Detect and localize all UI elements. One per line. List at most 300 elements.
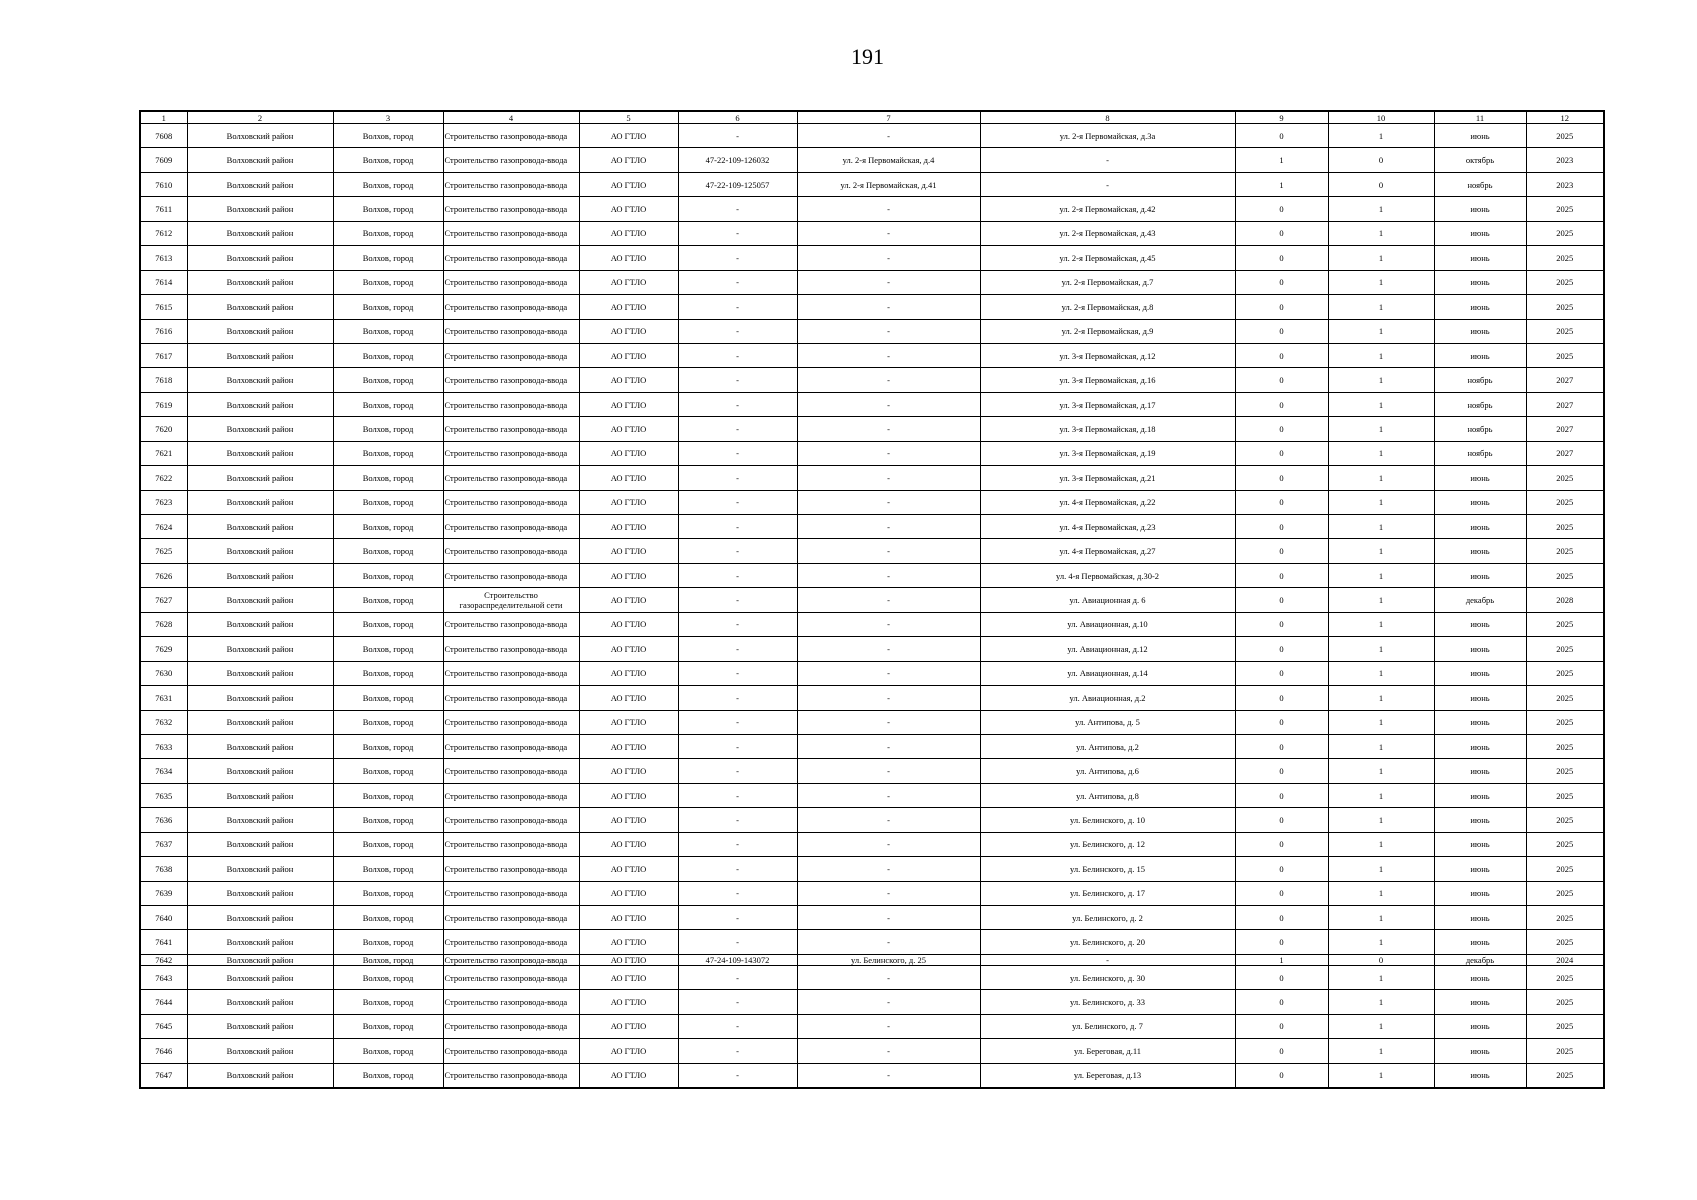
value-cell: 0 (1235, 734, 1328, 758)
settlement-cell: Волхов, город (333, 965, 443, 989)
organization-cell: АО ГТЛО (579, 124, 678, 148)
value-cell: 1 (1328, 1014, 1434, 1038)
cadastral-number-cell: - (678, 588, 797, 612)
value-cell: 0 (1235, 539, 1328, 563)
month-cell: июнь (1434, 197, 1526, 221)
cadastral-number-cell: - (678, 710, 797, 734)
row-number: 7612 (140, 221, 187, 245)
month-cell: июнь (1434, 466, 1526, 490)
connection-address-cell: ул. Антипова, д.2 (980, 734, 1235, 758)
month-cell: июнь (1434, 343, 1526, 367)
table-row (140, 490, 1604, 514)
row-number: 7644 (140, 990, 187, 1014)
cadastral-number-cell: - (678, 612, 797, 636)
work-type-cell: Строительство газопровода-ввода (443, 172, 579, 196)
settlement-cell: Волхов, город (333, 515, 443, 539)
value-cell: 1 (1328, 832, 1434, 856)
connection-address-cell: ул. Береговая, д.13 (980, 1063, 1235, 1087)
connection-address-cell: - (980, 148, 1235, 172)
connection-address-cell: ул. Антипова, д.6 (980, 759, 1235, 783)
connection-address-cell: ул. Авиационная, д.10 (980, 612, 1235, 636)
value-cell: 1 (1328, 686, 1434, 710)
table-row (140, 1014, 1604, 1038)
organization-cell: АО ГТЛО (579, 197, 678, 221)
year-cell: 2027 (1526, 417, 1604, 441)
district-cell: Волховский район (187, 783, 333, 807)
table-row (140, 270, 1604, 294)
organization-cell: АО ГТЛО (579, 539, 678, 563)
table-row (140, 1039, 1604, 1063)
district-cell: Волховский район (187, 563, 333, 587)
table-row (140, 759, 1604, 783)
connection-address-cell: ул. Антипова, д. 5 (980, 710, 1235, 734)
connection-address-cell: ул. Авиационная д. 6 (980, 588, 1235, 612)
work-type-cell: Строительство газопровода-ввода (443, 734, 579, 758)
district-cell: Волховский район (187, 1039, 333, 1063)
month-cell: июнь (1434, 808, 1526, 832)
value-cell: 1 (1328, 417, 1434, 441)
value-cell: 0 (1235, 417, 1328, 441)
year-cell: 2025 (1526, 221, 1604, 245)
district-cell: Волховский район (187, 1063, 333, 1087)
settlement-cell: Волхов, город (333, 710, 443, 734)
year-cell: 2025 (1526, 246, 1604, 270)
settlement-cell: Волхов, город (333, 661, 443, 685)
settlement-cell: Волхов, город (333, 808, 443, 832)
value-cell: 0 (1235, 515, 1328, 539)
work-type-cell: Строительство газопровода-ввода (443, 417, 579, 441)
settlement-cell: Волхов, город (333, 124, 443, 148)
object-address-cell: - (797, 441, 980, 465)
cadastral-number-cell: - (678, 221, 797, 245)
value-cell: 1 (1328, 881, 1434, 905)
value-cell: 1 (1328, 295, 1434, 319)
district-cell: Волховский район (187, 637, 333, 661)
work-type-cell: Строительство газопровода-ввода (443, 930, 579, 954)
district-cell: Волховский район (187, 954, 333, 965)
object-address-cell: - (797, 930, 980, 954)
object-address-cell: - (797, 734, 980, 758)
value-cell: 0 (1235, 857, 1328, 881)
year-cell: 2024 (1526, 954, 1604, 965)
year-cell: 2025 (1526, 734, 1604, 758)
table-row (140, 906, 1604, 930)
connection-address-cell: ул. 2-я Первомайская, д.9 (980, 319, 1235, 343)
district-cell: Волховский район (187, 661, 333, 685)
work-type-cell: Строительство газопровода-ввода (443, 221, 579, 245)
month-cell: июнь (1434, 637, 1526, 661)
value-cell: 1 (1328, 221, 1434, 245)
organization-cell: АО ГТЛО (579, 612, 678, 636)
value-cell: 1 (1328, 466, 1434, 490)
organization-cell: АО ГТЛО (579, 343, 678, 367)
organization-cell: АО ГТЛО (579, 319, 678, 343)
organization-cell: АО ГТЛО (579, 965, 678, 989)
work-type-cell: Строительство газопровода-ввода (443, 954, 579, 965)
district-cell: Волховский район (187, 990, 333, 1014)
district-cell: Волховский район (187, 612, 333, 636)
cadastral-number-cell: - (678, 124, 797, 148)
value-cell: 0 (1235, 368, 1328, 392)
connection-address-cell: ул. 3-я Первомайская, д.17 (980, 392, 1235, 416)
settlement-cell: Волхов, город (333, 148, 443, 172)
value-cell: 1 (1328, 1039, 1434, 1063)
year-cell: 2025 (1526, 759, 1604, 783)
row-number: 7633 (140, 734, 187, 758)
row-number: 7632 (140, 710, 187, 734)
organization-cell: АО ГТЛО (579, 832, 678, 856)
table-row (140, 930, 1604, 954)
district-cell: Волховский район (187, 1014, 333, 1038)
object-address-cell: - (797, 1014, 980, 1038)
cadastral-number-cell: - (678, 906, 797, 930)
object-address-cell: - (797, 710, 980, 734)
work-type-cell: Строительство газопровода-ввода (443, 270, 579, 294)
organization-cell: АО ГТЛО (579, 1039, 678, 1063)
table-row (140, 637, 1604, 661)
organization-cell: АО ГТЛО (579, 563, 678, 587)
object-address-cell: - (797, 197, 980, 221)
district-cell: Волховский район (187, 906, 333, 930)
value-cell: 1 (1328, 343, 1434, 367)
object-address-cell: - (797, 392, 980, 416)
connection-address-cell: ул. Авиационная, д.2 (980, 686, 1235, 710)
organization-cell: АО ГТЛО (579, 734, 678, 758)
work-type-cell: Строительство газопровода-ввода (443, 881, 579, 905)
table-row (140, 783, 1604, 807)
district-cell: Волховский район (187, 686, 333, 710)
month-cell: декабрь (1434, 588, 1526, 612)
connection-address-cell: ул. Белинского, д. 2 (980, 906, 1235, 930)
organization-cell: АО ГТЛО (579, 588, 678, 612)
value-cell: 0 (1235, 881, 1328, 905)
year-cell: 2025 (1526, 612, 1604, 636)
value-cell: 1 (1328, 808, 1434, 832)
row-number: 7645 (140, 1014, 187, 1038)
value-cell: 1 (1328, 319, 1434, 343)
cadastral-number-cell: - (678, 392, 797, 416)
row-number: 7620 (140, 417, 187, 441)
table-row (140, 417, 1604, 441)
object-address-cell: - (797, 661, 980, 685)
table-row (140, 319, 1604, 343)
cadastral-number-cell: - (678, 965, 797, 989)
row-number: 7631 (140, 686, 187, 710)
month-cell: июнь (1434, 295, 1526, 319)
district-cell: Волховский район (187, 539, 333, 563)
organization-cell: АО ГТЛО (579, 906, 678, 930)
settlement-cell: Волхов, город (333, 221, 443, 245)
table-row (140, 954, 1604, 965)
value-cell: 0 (1235, 832, 1328, 856)
work-type-cell: Строительство газопровода-ввода (443, 1014, 579, 1038)
work-type-cell: Строительство газопровода-ввода (443, 612, 579, 636)
row-number: 7617 (140, 343, 187, 367)
value-cell: 0 (1235, 1039, 1328, 1063)
connection-address-cell: ул. 2-я Первомайская, д.43 (980, 221, 1235, 245)
year-cell: 2025 (1526, 490, 1604, 514)
value-cell: 0 (1235, 637, 1328, 661)
organization-cell: АО ГТЛО (579, 368, 678, 392)
cadastral-number-cell: - (678, 539, 797, 563)
work-type-cell: Строительство газопровода-ввода (443, 246, 579, 270)
cadastral-number-cell: - (678, 857, 797, 881)
connection-address-cell: ул. 3-я Первомайская, д.12 (980, 343, 1235, 367)
cadastral-number-cell: - (678, 881, 797, 905)
month-cell: ноябрь (1434, 392, 1526, 416)
organization-cell: АО ГТЛО (579, 990, 678, 1014)
year-cell: 2025 (1526, 686, 1604, 710)
month-cell: июнь (1434, 1039, 1526, 1063)
year-cell: 2025 (1526, 832, 1604, 856)
month-cell: ноябрь (1434, 417, 1526, 441)
settlement-cell: Волхов, город (333, 954, 443, 965)
work-type-cell: Строительство газопровода-ввода (443, 637, 579, 661)
connection-address-cell: ул. Антипова, д.8 (980, 783, 1235, 807)
cadastral-number-cell: - (678, 832, 797, 856)
district-cell: Волховский район (187, 417, 333, 441)
value-cell: 1 (1235, 172, 1328, 196)
work-type-cell: Строительство газопровода-ввода (443, 563, 579, 587)
year-cell: 2023 (1526, 148, 1604, 172)
row-number: 7628 (140, 612, 187, 636)
value-cell: 1 (1328, 857, 1434, 881)
work-type-cell: Строительство газопровода-ввода (443, 124, 579, 148)
settlement-cell: Волхов, город (333, 1039, 443, 1063)
month-cell: июнь (1434, 759, 1526, 783)
work-type-cell: Строительство газопровода-ввода (443, 661, 579, 685)
work-type-cell: Строительство газопровода-ввода (443, 832, 579, 856)
district-cell: Волховский район (187, 734, 333, 758)
connection-address-cell: ул. 3-я Первомайская, д.18 (980, 417, 1235, 441)
month-cell: июнь (1434, 686, 1526, 710)
year-cell: 2025 (1526, 270, 1604, 294)
object-address-cell: ул. 2-я Первомайская, д.41 (797, 172, 980, 196)
connection-address-cell: ул. Белинского, д. 12 (980, 832, 1235, 856)
month-cell: июнь (1434, 965, 1526, 989)
object-address-cell: - (797, 417, 980, 441)
column-header: 1 (140, 111, 187, 124)
table-row (140, 221, 1604, 245)
settlement-cell: Волхов, город (333, 881, 443, 905)
month-cell: июнь (1434, 734, 1526, 758)
cadastral-number-cell: - (678, 417, 797, 441)
cadastral-number-cell: 47-22-109-125057 (678, 172, 797, 196)
value-cell: 1 (1328, 661, 1434, 685)
settlement-cell: Волхов, город (333, 539, 443, 563)
month-cell: июнь (1434, 906, 1526, 930)
district-cell: Волховский район (187, 124, 333, 148)
district-cell: Волховский район (187, 759, 333, 783)
organization-cell: АО ГТЛО (579, 1063, 678, 1087)
column-header: 4 (443, 111, 579, 124)
cadastral-number-cell: - (678, 368, 797, 392)
settlement-cell: Волхов, город (333, 270, 443, 294)
month-cell: июнь (1434, 612, 1526, 636)
month-cell: ноябрь (1434, 441, 1526, 465)
object-address-cell: - (797, 319, 980, 343)
value-cell: 0 (1328, 148, 1434, 172)
object-address-cell: - (797, 368, 980, 392)
work-type-cell: Строительство газопровода-ввода (443, 197, 579, 221)
object-address-cell: - (797, 466, 980, 490)
table-row (140, 197, 1604, 221)
work-type-cell: Строительство газопровода-ввода (443, 368, 579, 392)
value-cell: 0 (1235, 906, 1328, 930)
value-cell: 0 (1235, 930, 1328, 954)
connection-address-cell: ул. Белинского, д. 17 (980, 881, 1235, 905)
cadastral-number-cell: - (678, 490, 797, 514)
work-type-cell: Строительство газопровода-ввода (443, 857, 579, 881)
settlement-cell: Волхов, город (333, 612, 443, 636)
value-cell: 0 (1235, 319, 1328, 343)
connection-address-cell: ул. 3-я Первомайская, д.16 (980, 368, 1235, 392)
connection-address-cell: - (980, 172, 1235, 196)
value-cell: 1 (1328, 906, 1434, 930)
district-cell: Волховский район (187, 710, 333, 734)
district-cell: Волховский район (187, 515, 333, 539)
value-cell: 0 (1235, 686, 1328, 710)
table-row (140, 441, 1604, 465)
connection-address-cell: ул. Белинского, д. 20 (980, 930, 1235, 954)
value-cell: 0 (1235, 295, 1328, 319)
month-cell: июнь (1434, 319, 1526, 343)
settlement-cell: Волхов, город (333, 246, 443, 270)
value-cell: 1 (1328, 710, 1434, 734)
work-type-cell: Строительство газопровода-ввода (443, 539, 579, 563)
row-number: 7616 (140, 319, 187, 343)
connection-address-cell: ул. Белинского, д. 15 (980, 857, 1235, 881)
year-cell: 2025 (1526, 990, 1604, 1014)
table-row (140, 392, 1604, 416)
work-type-cell: Строительство газопровода-ввода (443, 295, 579, 319)
month-cell: октябрь (1434, 148, 1526, 172)
year-cell: 2025 (1526, 783, 1604, 807)
settlement-cell: Волхов, город (333, 906, 443, 930)
page-number: 191 (851, 44, 884, 69)
connection-address-cell: ул. 3-я Первомайская, д.21 (980, 466, 1235, 490)
connection-address-cell: ул. 4-я Первомайская, д.22 (980, 490, 1235, 514)
district-cell: Волховский район (187, 148, 333, 172)
cadastral-number-cell: - (678, 515, 797, 539)
cadastral-number-cell: - (678, 295, 797, 319)
row-number: 7636 (140, 808, 187, 832)
object-address-cell: - (797, 832, 980, 856)
table-row (140, 148, 1604, 172)
settlement-cell: Волхов, город (333, 734, 443, 758)
table-row (140, 563, 1604, 587)
row-number: 7646 (140, 1039, 187, 1063)
year-cell: 2025 (1526, 539, 1604, 563)
connection-address-cell: ул. 3-я Первомайская, д.19 (980, 441, 1235, 465)
row-number: 7639 (140, 881, 187, 905)
year-cell: 2025 (1526, 319, 1604, 343)
settlement-cell: Волхов, город (333, 686, 443, 710)
month-cell: июнь (1434, 857, 1526, 881)
work-type-cell: Строительство газопровода-ввода (443, 441, 579, 465)
settlement-cell: Волхов, город (333, 417, 443, 441)
cadastral-number-cell: - (678, 319, 797, 343)
cadastral-number-cell: - (678, 466, 797, 490)
row-number: 7610 (140, 172, 187, 196)
organization-cell: АО ГТЛО (579, 295, 678, 319)
organization-cell: АО ГТЛО (579, 783, 678, 807)
work-type-cell: Строительство газопровода-ввода (443, 710, 579, 734)
connection-address-cell: ул. 4-я Первомайская, д.30-2 (980, 563, 1235, 587)
table-row (140, 588, 1604, 612)
cadastral-number-cell: - (678, 197, 797, 221)
column-header: 8 (980, 111, 1235, 124)
value-cell: 1 (1235, 148, 1328, 172)
work-type-cell: Строительство газопровода-ввода (443, 343, 579, 367)
organization-cell: АО ГТЛО (579, 221, 678, 245)
organization-cell: АО ГТЛО (579, 686, 678, 710)
year-cell: 2025 (1526, 1039, 1604, 1063)
connection-address-cell: ул. Белинского, д. 33 (980, 990, 1235, 1014)
organization-cell: АО ГТЛО (579, 661, 678, 685)
work-type-cell: Строительство газопровода-ввода (443, 490, 579, 514)
cadastral-number-cell: - (678, 1063, 797, 1087)
work-type-cell: Строительство газопровода-ввода (443, 466, 579, 490)
value-cell: 1 (1328, 490, 1434, 514)
year-cell: 2027 (1526, 392, 1604, 416)
row-number: 7608 (140, 124, 187, 148)
row-number: 7625 (140, 539, 187, 563)
value-cell: 0 (1235, 563, 1328, 587)
month-cell: июнь (1434, 221, 1526, 245)
table-row (140, 965, 1604, 989)
year-cell: 2027 (1526, 441, 1604, 465)
settlement-cell: Волхов, город (333, 637, 443, 661)
settlement-cell: Волхов, город (333, 832, 443, 856)
cadastral-number-cell: - (678, 246, 797, 270)
row-number: 7643 (140, 965, 187, 989)
row-number: 7635 (140, 783, 187, 807)
month-cell: июнь (1434, 930, 1526, 954)
organization-cell: АО ГТЛО (579, 417, 678, 441)
object-address-cell: - (797, 1063, 980, 1087)
month-cell: июнь (1434, 270, 1526, 294)
object-address-cell: - (797, 515, 980, 539)
row-number: 7642 (140, 954, 187, 965)
table-row (140, 246, 1604, 270)
cadastral-number-cell: - (678, 686, 797, 710)
cadastral-number-cell: - (678, 734, 797, 758)
value-cell: 0 (1235, 124, 1328, 148)
connection-address-cell: ул. 2-я Первомайская, д.3а (980, 124, 1235, 148)
month-cell: июнь (1434, 661, 1526, 685)
value-cell: 1 (1328, 368, 1434, 392)
row-number: 7614 (140, 270, 187, 294)
object-address-cell: - (797, 539, 980, 563)
object-address-cell: - (797, 686, 980, 710)
connection-address-cell: ул. 4-я Первомайская, д.27 (980, 539, 1235, 563)
table-row (140, 734, 1604, 758)
cadastral-number-cell: - (678, 1039, 797, 1063)
column-header: 5 (579, 111, 678, 124)
value-cell: 0 (1235, 1063, 1328, 1087)
value-cell: 1 (1328, 441, 1434, 465)
year-cell: 2025 (1526, 661, 1604, 685)
settlement-cell: Волхов, город (333, 930, 443, 954)
district-cell: Волховский район (187, 490, 333, 514)
table-row (140, 368, 1604, 392)
month-cell: июнь (1434, 515, 1526, 539)
column-header: 9 (1235, 111, 1328, 124)
work-type-cell: Строительство газопровода-ввода (443, 515, 579, 539)
table-row (140, 832, 1604, 856)
settlement-cell: Волхов, город (333, 343, 443, 367)
